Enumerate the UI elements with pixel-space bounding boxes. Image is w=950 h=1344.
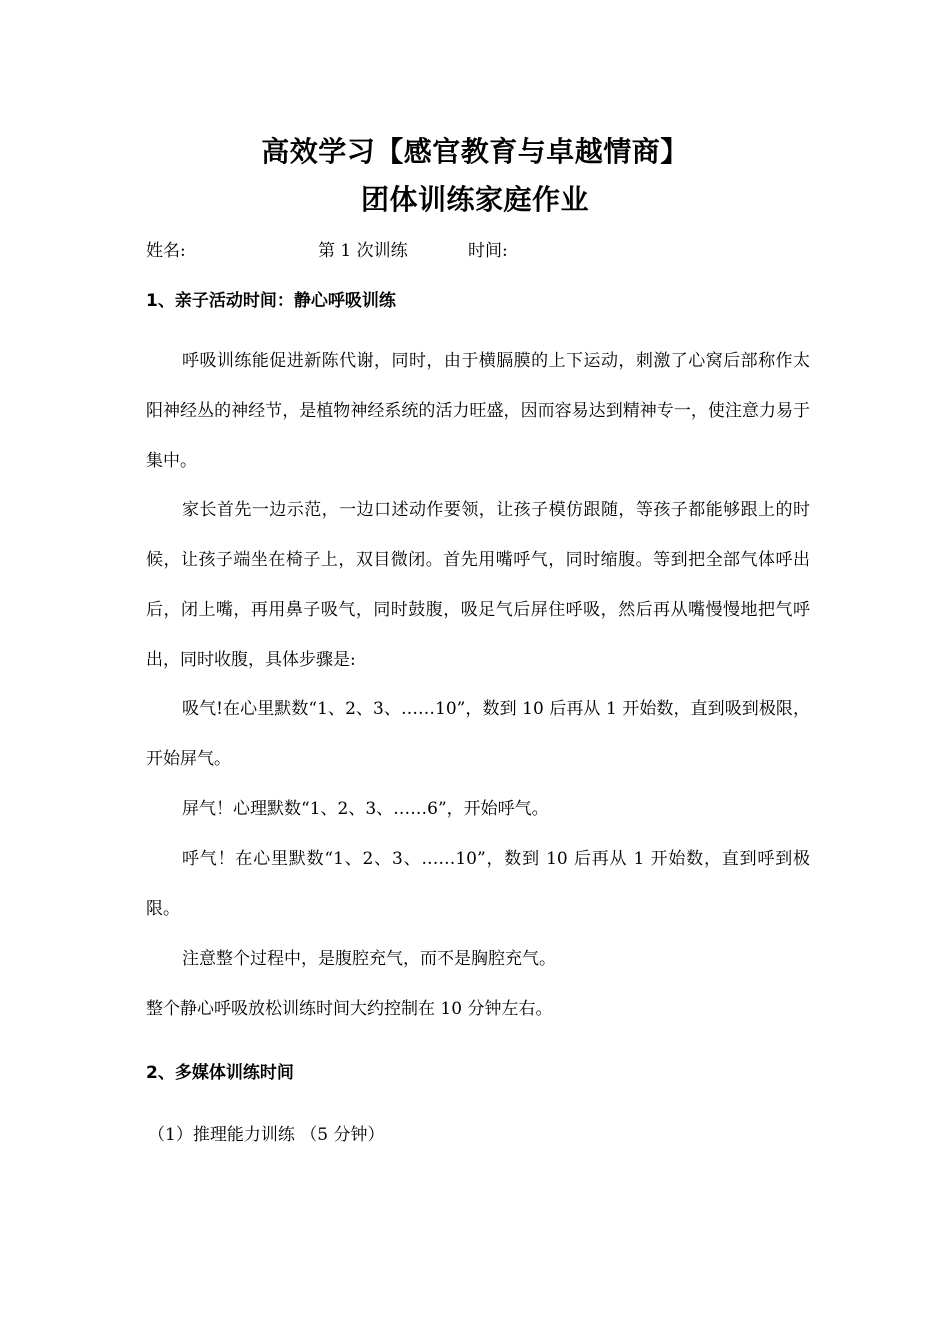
section1-paragraph-note: 注意整个过程中，是腹腔充气，而不是胸腔充气。 <box>182 949 556 969</box>
section1-paragraph-intro: 呼吸训练能促进新陈代谢，同时，由于横膈膜的上下运动，刺激了心窝后部称作太阳神经丛的神经节，是植物神经系统的活力旺盛，因而容易达到精神专一，使注意力易于集中。 <box>146 351 810 471</box>
section1-paragraph-inhale: 吸气!在心里默数“1、2、3、……10”，数到 10 后再从 1 开始数，直到吸到极限，开始屏气。 <box>146 699 810 769</box>
document-title: 高效学习【感官教育与卓越情商】 <box>261 135 689 168</box>
meta-row <box>146 238 846 264</box>
session-label: 第 1 次训练 <box>318 241 408 261</box>
section2-item-1: （1）推理能力训练 （5 分钟） <box>148 1125 385 1145</box>
section1-paragraph-hold: 屏气！心理默数“1、2、3、……6”，开始呼气。 <box>182 799 549 819</box>
section1-paragraph-exhale: 呼气！在心里默数“1、2、3、……10”，数到 10 后再从 1 开始数，直到呼到极限。 <box>146 849 810 919</box>
name-label: 姓名: <box>146 241 186 261</box>
section1-closing: 整个静心呼吸放松训练时间大约控制在 10 分钟左右。 <box>146 999 553 1019</box>
document-subtitle: 团体训练家庭作业 <box>360 183 589 216</box>
section2-heading: 2、多媒体训练时间 <box>146 1063 294 1083</box>
section1-paragraph-instructions: 家长首先一边示范，一边口述动作要领，让孩子模仿跟随，等孩子都能够跟上的时候，让孩子端坐在椅子上，双目微闭。首先用嘴呼气，同时缩腹。等到把全部气体呼出后，闭上嘴，再用鼻子吸气，同时鼓腹，吸足气后屏住呼吸，然后再从嘴慢慢地把气呼出，同时收腹，具体步骤是: <box>146 500 810 670</box>
section1-heading: 1、亲子活动时间：静心呼吸训练 <box>146 291 396 311</box>
time-label: 时间: <box>468 241 508 261</box>
